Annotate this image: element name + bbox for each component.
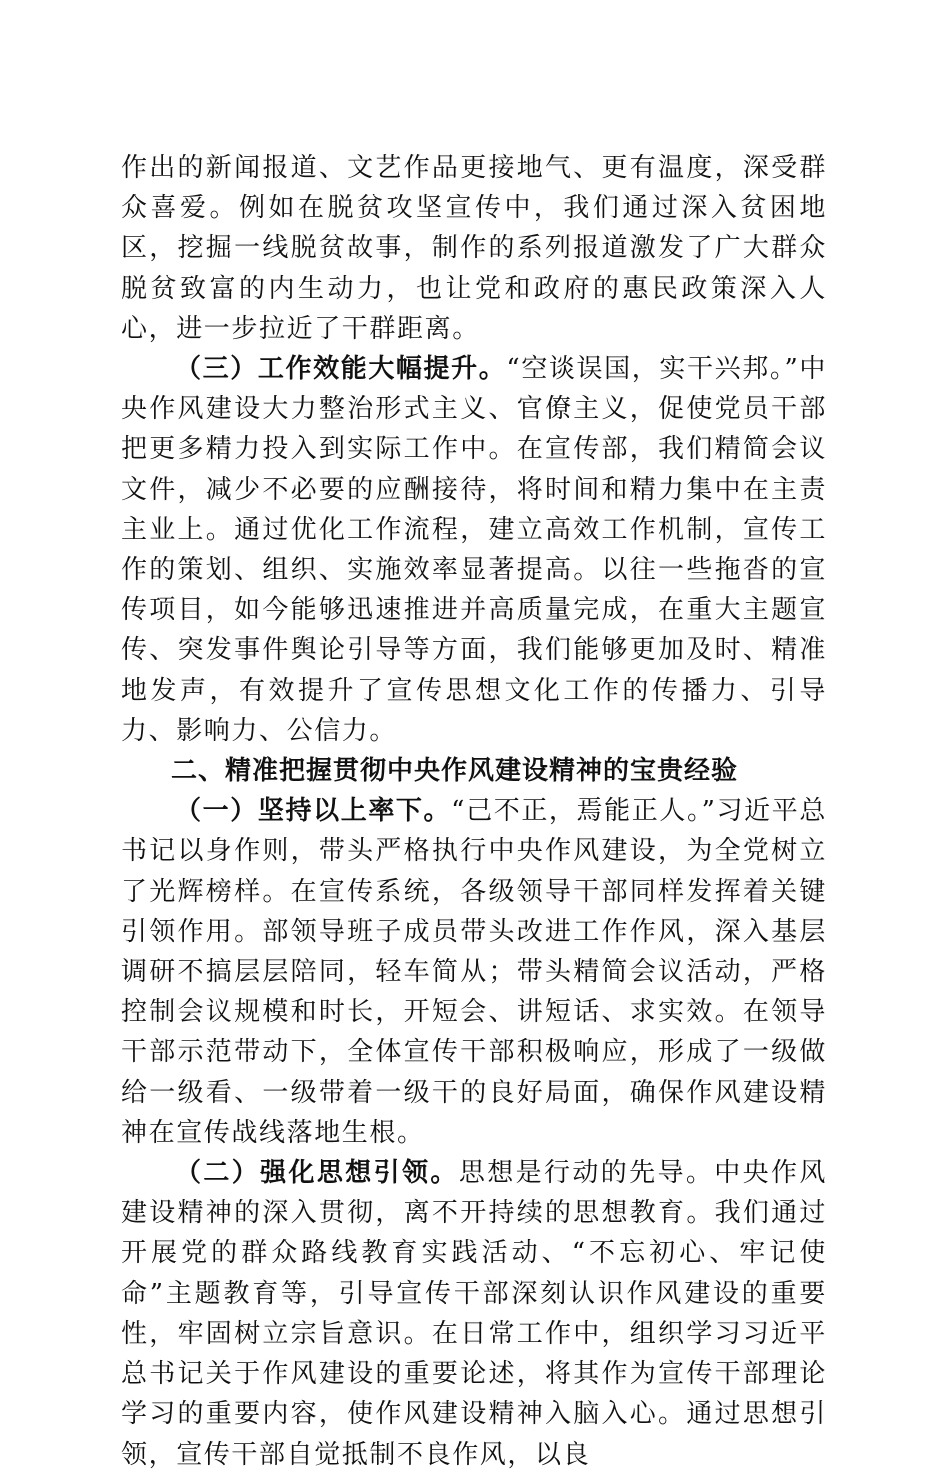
paragraph-lead-by-example bbox=[121, 791, 827, 1153]
paragraph-lead: （一）坚持以上率下。 bbox=[175, 796, 452, 827]
paragraph-text: 思想是行动的先导。中央作风建设精神的深入贯彻，离不开持续的思想教育。我们通过开展党的群众路线教育实践活动、“不忘初心、牢记使命”主题教育等，引导宣传干部深刻认识作风建设的重要性，牢固树立宗旨意识。在日常工作中，组织学习习近平总书记关于作风建设的重要论述，将其作为宣传干部理论学习的重要内容，使作风建设精神入脑入心。通过思想引领，宣传干部自觉抵制不良作风，以良 bbox=[121, 1158, 827, 1470]
paragraph-lead: （三）工作效能大幅提升。 bbox=[175, 354, 507, 385]
paragraph-work-efficiency bbox=[121, 349, 827, 751]
paragraph-ideological-guidance bbox=[121, 1153, 827, 1475]
paragraph-lead: （二）强化思想引领。 bbox=[175, 1158, 459, 1189]
paragraph-text: “空谈误国，实干兴邦。”中央作风建设大力整治形式主义、官僚主义，促使党员干部把更多精力投入到实际工作中。在宣传部，我们精简会议文件，减少不必要的应酬接待，将时间和精力集中在主责主业上。通过优化工作流程，建立高效工作机制，宣传工作的策划、组织、实施效率显著提高。以往一些拖沓的宣传项目，如今能够迅速推进并高质量完成，在重大主题宣传、突发事件舆论引导等方面，我们能够更加及时、精准地发声，有效提升了宣传思想文化工作的传播力、引导力、影响力、公信力。 bbox=[121, 354, 827, 746]
document-body bbox=[121, 148, 827, 1475]
paragraph-continuation bbox=[121, 148, 827, 349]
paragraph-text: 作出的新闻报道、文艺作品更接地气、更有温度，深受群众喜爱。例如在脱贫攻坚宣传中，我们通过深入贫困地区，挖掘一线脱贫故事，制作的系列报道激发了广大群众脱贫致富的内生动力，也让党和政府的惠民政策深入人心，进一步拉近了干群距离。 bbox=[121, 153, 827, 344]
section-heading: 二、精准把握贯彻中央作风建设精神的宝贵经验 bbox=[171, 756, 739, 787]
paragraph-text: “己不正，焉能正人。”习近平总书记以身作则，带头严格执行中央作风建设，为全党树立了光辉榜样。在宣传系统，各级领导干部同样发挥着关键引领作用。部领导班子成员带头改进工作作风，深入基层调研不搞层层陪同，轻车简从；带头精简会议活动，严格控制会议规模和时长，开短会、讲短话、求实效。在领导干部示范带动下，全体宣传干部积极响应，形成了一级做给一级看、一级带着一级干的良好局面，确保作风建设精神在宣传战线落地生根。 bbox=[121, 796, 827, 1148]
